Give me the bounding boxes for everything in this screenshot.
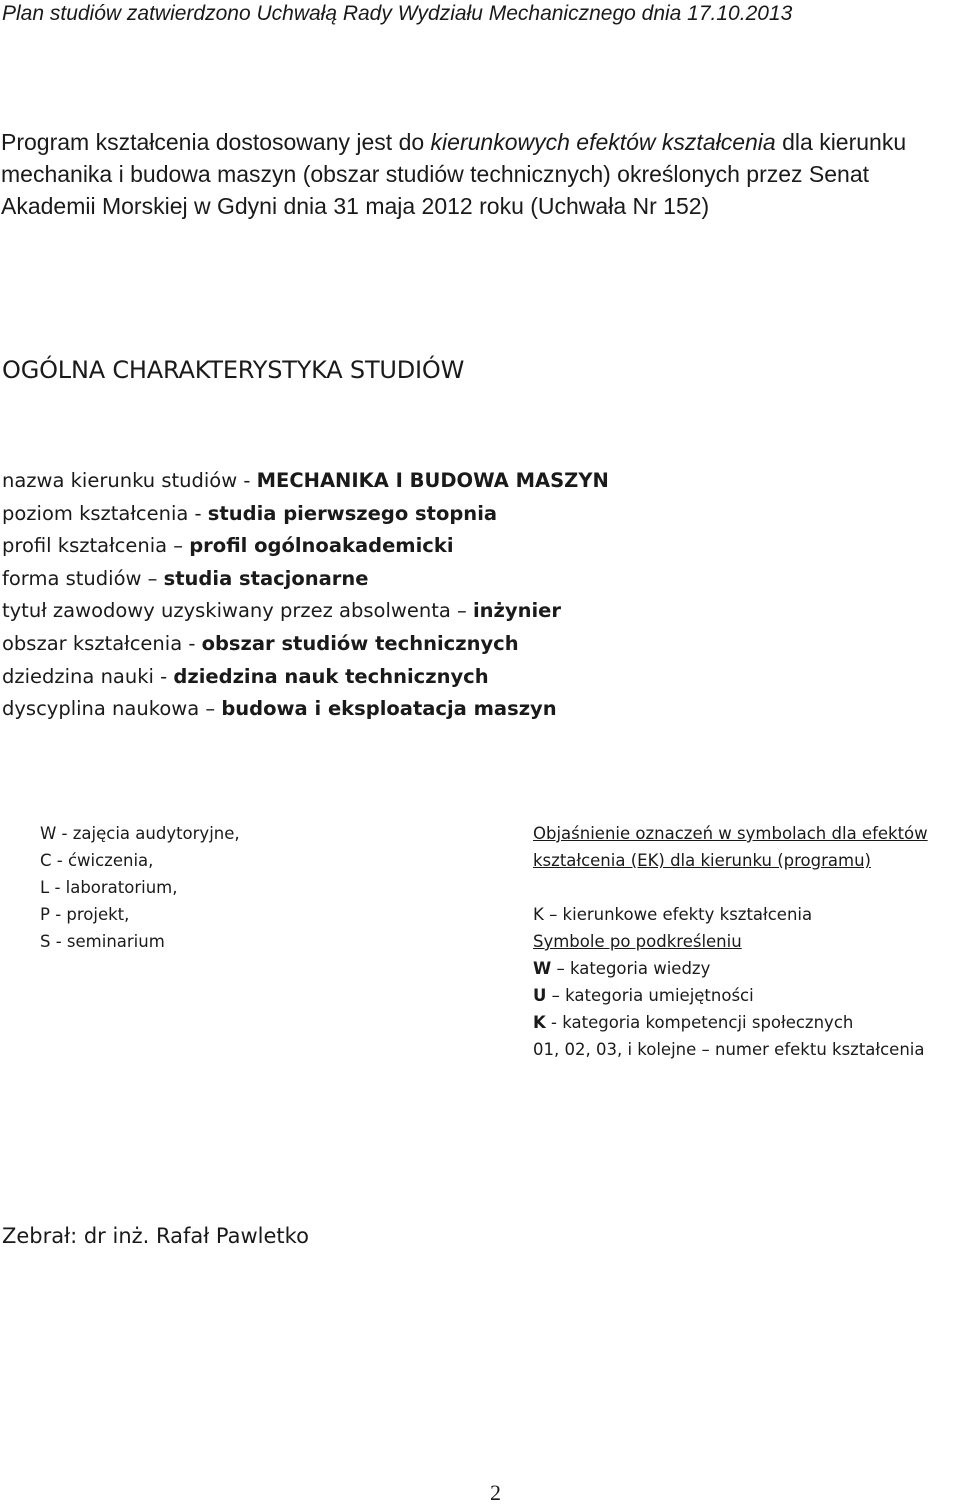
characteristic-label: forma studiów – <box>2 566 164 590</box>
symbol-code: K <box>533 1013 546 1032</box>
k-line: K – kierunkowe efekty kształcenia <box>533 905 813 924</box>
characteristic-label: profil kształcenia – <box>2 534 190 558</box>
symbol-desc: – kategoria umiejętności <box>546 986 754 1005</box>
numbers-line: 01, 02, 03, i kolejne – numer efektu kształcenia <box>533 1040 925 1059</box>
characteristic-row <box>2 563 609 596</box>
intro-part-2: dla kierunku mechanika i budowa maszyn (obszar studiów technicznych) określonych przez Senat Akademii Morskiej w Gdyni dnia 31 maja 2012 roku (Uchwała Nr 152) <box>1 129 907 219</box>
characteristic-row <box>2 530 609 563</box>
spacer <box>533 874 928 901</box>
characteristic-value: studia pierwszego stopnia <box>207 501 498 525</box>
characteristic-label: dziedzina nauki - <box>2 664 174 688</box>
characteristic-label: obszar kształcenia - <box>2 631 202 655</box>
symbol-code: W <box>533 959 552 978</box>
compiled-by: Zebrał: dr inż. Rafał Pawletko <box>2 1224 309 1248</box>
characteristic-value: profil ogólnoakademicki <box>189 534 454 558</box>
symbol-item <box>533 1009 928 1036</box>
characteristic-label: poziom kształcenia - <box>2 501 208 525</box>
explanation-heading-line-1: Objaśnienie oznaczeń w symbolach dla efektów <box>533 824 928 843</box>
characteristic-value: inżynier <box>472 599 561 623</box>
explanation-heading-line-2: kształcenia (EK) dla kierunku (programu) <box>533 851 871 870</box>
legend-item: C - ćwiczenia, <box>40 851 154 870</box>
legend-item: L - laboratorium, <box>40 878 178 897</box>
characteristic-row <box>2 628 609 661</box>
characteristic-value: studia stacjonarne <box>163 566 369 590</box>
class-type-legend <box>40 820 240 955</box>
characteristic-row <box>2 465 609 498</box>
symbol-code: U <box>533 986 547 1005</box>
symbol-desc: – kategoria wiedzy <box>551 959 711 978</box>
legend-item: W - zajęcia audytoryjne, <box>40 824 240 843</box>
intro-paragraph <box>1 126 957 222</box>
section-title: OGÓLNA CHARAKTERYSTYKA STUDIÓW <box>2 356 465 384</box>
characteristic-label: nazwa kierunku studiów - <box>2 469 257 492</box>
characteristic-value: dziedzina nauk technicznych <box>173 664 489 688</box>
document-header: Plan studiów zatwierdzono Uchwałą Rady Wydziału Mechanicznego dnia 17.10.2013 <box>2 2 793 25</box>
intro-italic: kierunkowych efektów kształcenia <box>430 129 776 155</box>
symbol-desc: - kategoria kompetencji społecznych <box>545 1013 854 1032</box>
study-characteristics <box>2 465 609 726</box>
intro-part-1: Program kształcenia dostosowany jest do <box>1 129 431 155</box>
legend-item: P - projekt, <box>40 905 130 924</box>
characteristic-row <box>2 661 609 694</box>
legend-item: S - seminarium <box>40 932 165 951</box>
characteristic-value: obszar studiów technicznych <box>201 631 519 655</box>
symbol-explanation <box>533 820 928 1063</box>
characteristic-label: dyscyplina naukowa – <box>2 697 222 721</box>
characteristic-row <box>2 693 609 726</box>
characteristic-value: MECHANIKA I BUDOWA MASZYN <box>256 469 609 492</box>
characteristic-row <box>2 498 609 531</box>
characteristic-value: budowa i eksploatacja maszyn <box>221 697 557 721</box>
page-number: 2 <box>490 1480 501 1505</box>
characteristic-label: tytuł zawodowy uzyskiwany przez absolwenta – <box>2 599 473 623</box>
characteristic-row <box>2 595 609 628</box>
symbol-item <box>533 955 928 982</box>
symbol-item <box>533 982 928 1009</box>
symbols-heading: Symbole po podkreśleniu <box>533 932 742 951</box>
